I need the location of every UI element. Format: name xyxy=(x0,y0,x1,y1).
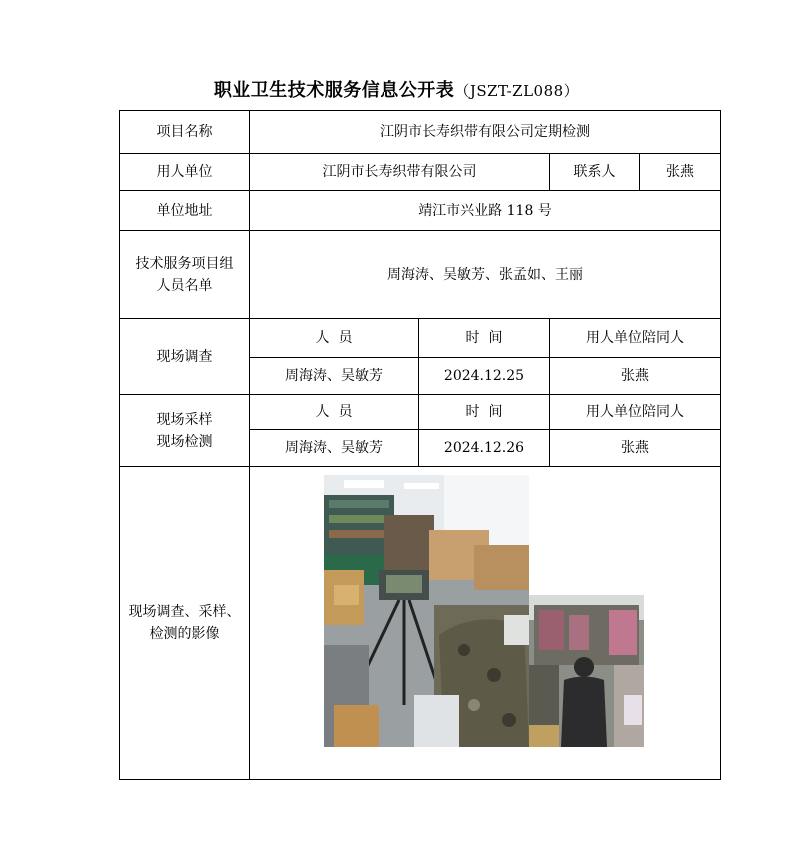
site-photo-survey xyxy=(529,595,644,747)
row-employer xyxy=(120,154,721,191)
sampling-label-line2: 现场检测 xyxy=(156,433,213,450)
sampling-label xyxy=(120,395,250,467)
survey-header-people: 人 员 xyxy=(250,319,419,358)
sampling-header-time: 时 间 xyxy=(419,395,550,430)
site-photo-sampling xyxy=(324,475,529,747)
team-value: 周海涛、吴敏芳、张孟如、王丽 xyxy=(250,231,721,319)
row-sampling-header xyxy=(120,395,721,430)
sampling-people: 周海涛、吴敏芳 xyxy=(250,430,419,467)
project-value: 江阴市长寿织带有限公司定期检测 xyxy=(250,111,721,154)
row-address xyxy=(120,191,721,231)
title-code: （JSZT-ZL088） xyxy=(454,82,580,100)
images-label-line1: 现场调查、采样、 xyxy=(128,604,241,620)
images-cell xyxy=(250,467,721,780)
contact-label: 联系人 xyxy=(550,154,640,191)
info-table xyxy=(119,110,721,780)
row-survey-header xyxy=(120,319,721,358)
project-label: 项目名称 xyxy=(120,111,250,154)
address-value: 靖江市兴业路 118 号 xyxy=(250,191,721,231)
team-label-line1: 技术服务项目组 xyxy=(135,255,234,272)
survey-companion: 张燕 xyxy=(550,358,721,395)
sampling-header-companion: 用人单位陪同人 xyxy=(550,395,721,430)
sampling-label-line1: 现场采样 xyxy=(156,411,213,428)
employer-label: 用人单位 xyxy=(120,154,250,191)
row-project xyxy=(120,111,721,154)
sampling-time: 2024.12.26 xyxy=(419,430,550,467)
page-title xyxy=(0,76,793,102)
images-label-line2: 检测的影像 xyxy=(149,626,220,642)
team-label-line2: 人员名单 xyxy=(156,277,213,294)
contact-value: 张燕 xyxy=(640,154,721,191)
survey-label: 现场调查 xyxy=(120,319,250,395)
row-team xyxy=(120,231,721,319)
survey-header-time: 时 间 xyxy=(419,319,550,358)
row-images xyxy=(120,467,721,780)
survey-time: 2024.12.25 xyxy=(419,358,550,395)
sampling-companion: 张燕 xyxy=(550,430,721,467)
employer-value: 江阴市长寿织带有限公司 xyxy=(250,154,550,191)
survey-people: 周海涛、吴敏芳 xyxy=(250,358,419,395)
images-label xyxy=(120,467,250,780)
team-label xyxy=(120,231,250,319)
survey-header-companion: 用人单位陪同人 xyxy=(550,319,721,358)
sampling-header-people: 人 员 xyxy=(250,395,419,430)
title-main: 职业卫生技术服务信息公开表 xyxy=(213,80,455,101)
address-label: 单位地址 xyxy=(120,191,250,231)
